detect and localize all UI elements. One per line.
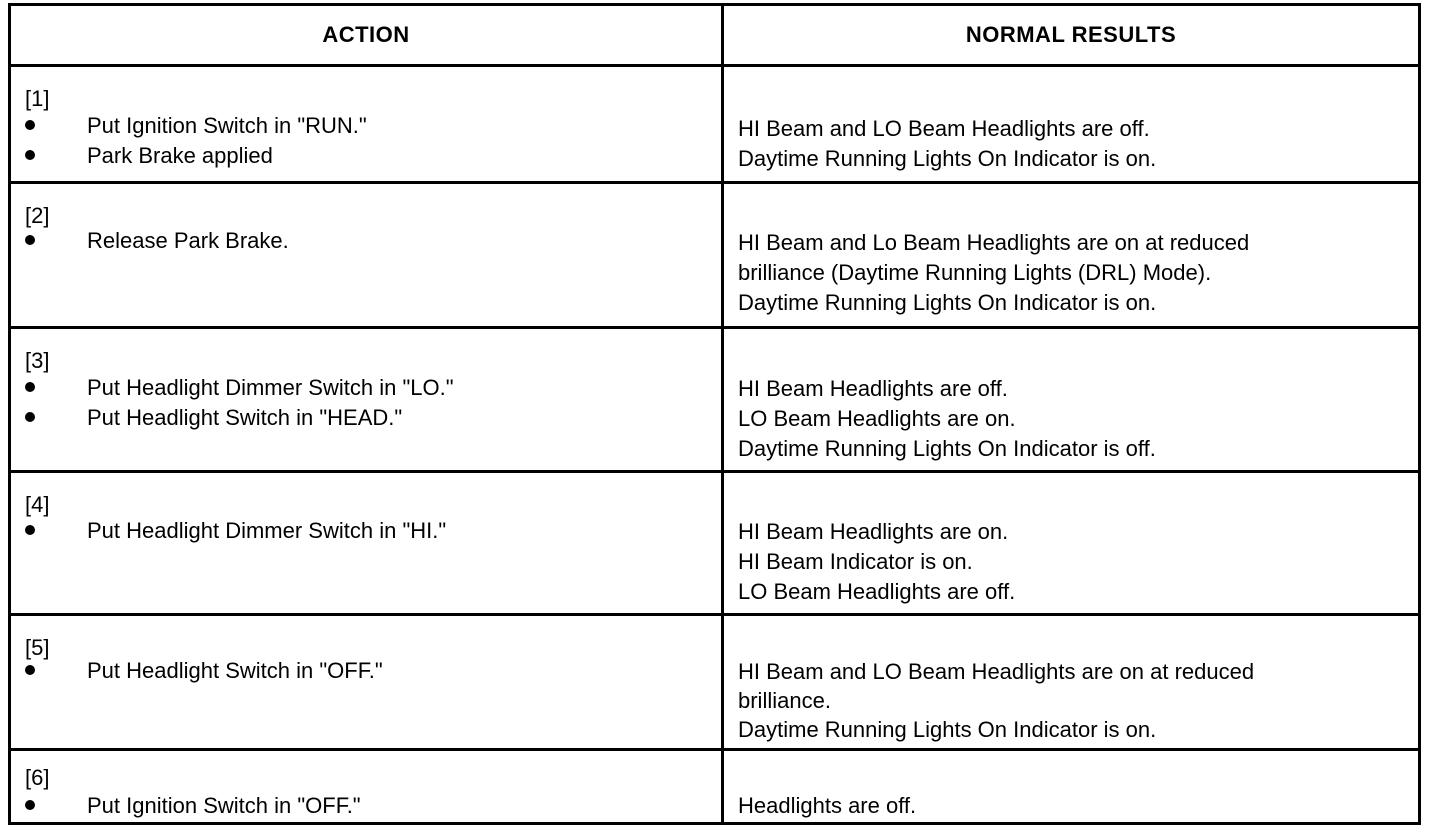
bullet-icon xyxy=(25,525,35,535)
results-cell xyxy=(738,67,1406,181)
table-row xyxy=(11,329,1418,470)
result-line: HI Beam Indicator is on. xyxy=(738,549,973,574)
result-line: brilliance (Daytime Running Lights (DRL) Mode). xyxy=(738,260,1212,285)
step-number: [1] xyxy=(25,86,50,111)
results-cell xyxy=(738,329,1406,470)
step-number: [4] xyxy=(25,492,50,517)
result-line: HI Beam Headlights are off. xyxy=(738,376,1008,401)
bullet-icon xyxy=(25,412,35,422)
action-item xyxy=(25,373,454,403)
action-cell xyxy=(11,751,721,822)
results-cell xyxy=(738,616,1406,748)
result-line: HI Beam Headlights are on. xyxy=(738,519,1009,544)
action-text: Put Headlight Switch in "OFF." xyxy=(87,658,383,683)
result-line: Daytime Running Lights On Indicator is on. xyxy=(738,290,1157,315)
action-item xyxy=(25,226,289,256)
result-line: Daytime Running Lights On Indicator is on. xyxy=(738,146,1157,171)
bullet-icon xyxy=(25,235,35,245)
table-row xyxy=(11,67,1418,181)
action-item xyxy=(25,656,383,686)
action-text: Put Ignition Switch in "OFF." xyxy=(87,793,361,818)
action-item xyxy=(25,111,367,141)
bullet-icon xyxy=(25,800,35,810)
action-text: Put Headlight Dimmer Switch in "HI." xyxy=(87,518,447,543)
result-line: LO Beam Headlights are on. xyxy=(738,406,1016,431)
action-cell xyxy=(11,184,721,326)
step-number: [5] xyxy=(25,635,50,660)
result-line: HI Beam and LO Beam Headlights are on at reduced xyxy=(738,659,1255,684)
result-line: brilliance. xyxy=(738,688,831,713)
action-item xyxy=(25,516,446,546)
action-item xyxy=(25,141,273,171)
action-text: Put Headlight Switch in "HEAD." xyxy=(87,405,403,430)
action-item xyxy=(25,791,361,821)
action-cell xyxy=(11,67,721,181)
results-cell xyxy=(738,473,1406,613)
results-cell xyxy=(738,751,1406,822)
bullet-icon xyxy=(25,382,35,392)
action-text: Put Ignition Switch in "RUN." xyxy=(87,113,367,138)
results-cell xyxy=(738,184,1406,326)
result-line: Daytime Running Lights On Indicator is on. xyxy=(738,717,1157,742)
procedure-table xyxy=(8,3,1421,825)
action-text: Put Headlight Dimmer Switch in "LO." xyxy=(87,375,454,400)
step-number: [2] xyxy=(25,203,50,228)
action-cell xyxy=(11,473,721,613)
action-text: Release Park Brake. xyxy=(87,228,289,253)
action-item xyxy=(25,403,402,433)
results-column-header: NORMAL RESULTS xyxy=(965,22,1177,47)
bullet-icon xyxy=(25,120,35,130)
result-line: Headlights are off. xyxy=(738,793,917,818)
bullet-icon xyxy=(25,665,35,675)
table-row xyxy=(11,473,1418,613)
result-line: HI Beam and LO Beam Headlights are off. xyxy=(738,116,1150,141)
result-line: LO Beam Headlights are off. xyxy=(738,579,1016,604)
step-number: [3] xyxy=(25,348,50,373)
result-line: HI Beam and Lo Beam Headlights are on at reduced xyxy=(738,230,1250,255)
table-row xyxy=(11,751,1418,822)
table-row xyxy=(11,184,1418,326)
action-column-header: ACTION xyxy=(322,22,410,47)
action-cell xyxy=(11,616,721,748)
table-row xyxy=(11,616,1418,748)
action-cell xyxy=(11,329,721,470)
result-line: Daytime Running Lights On Indicator is off. xyxy=(738,436,1156,461)
bullet-icon xyxy=(25,150,35,160)
step-number: [6] xyxy=(25,765,50,790)
action-text: Park Brake applied xyxy=(87,143,273,168)
